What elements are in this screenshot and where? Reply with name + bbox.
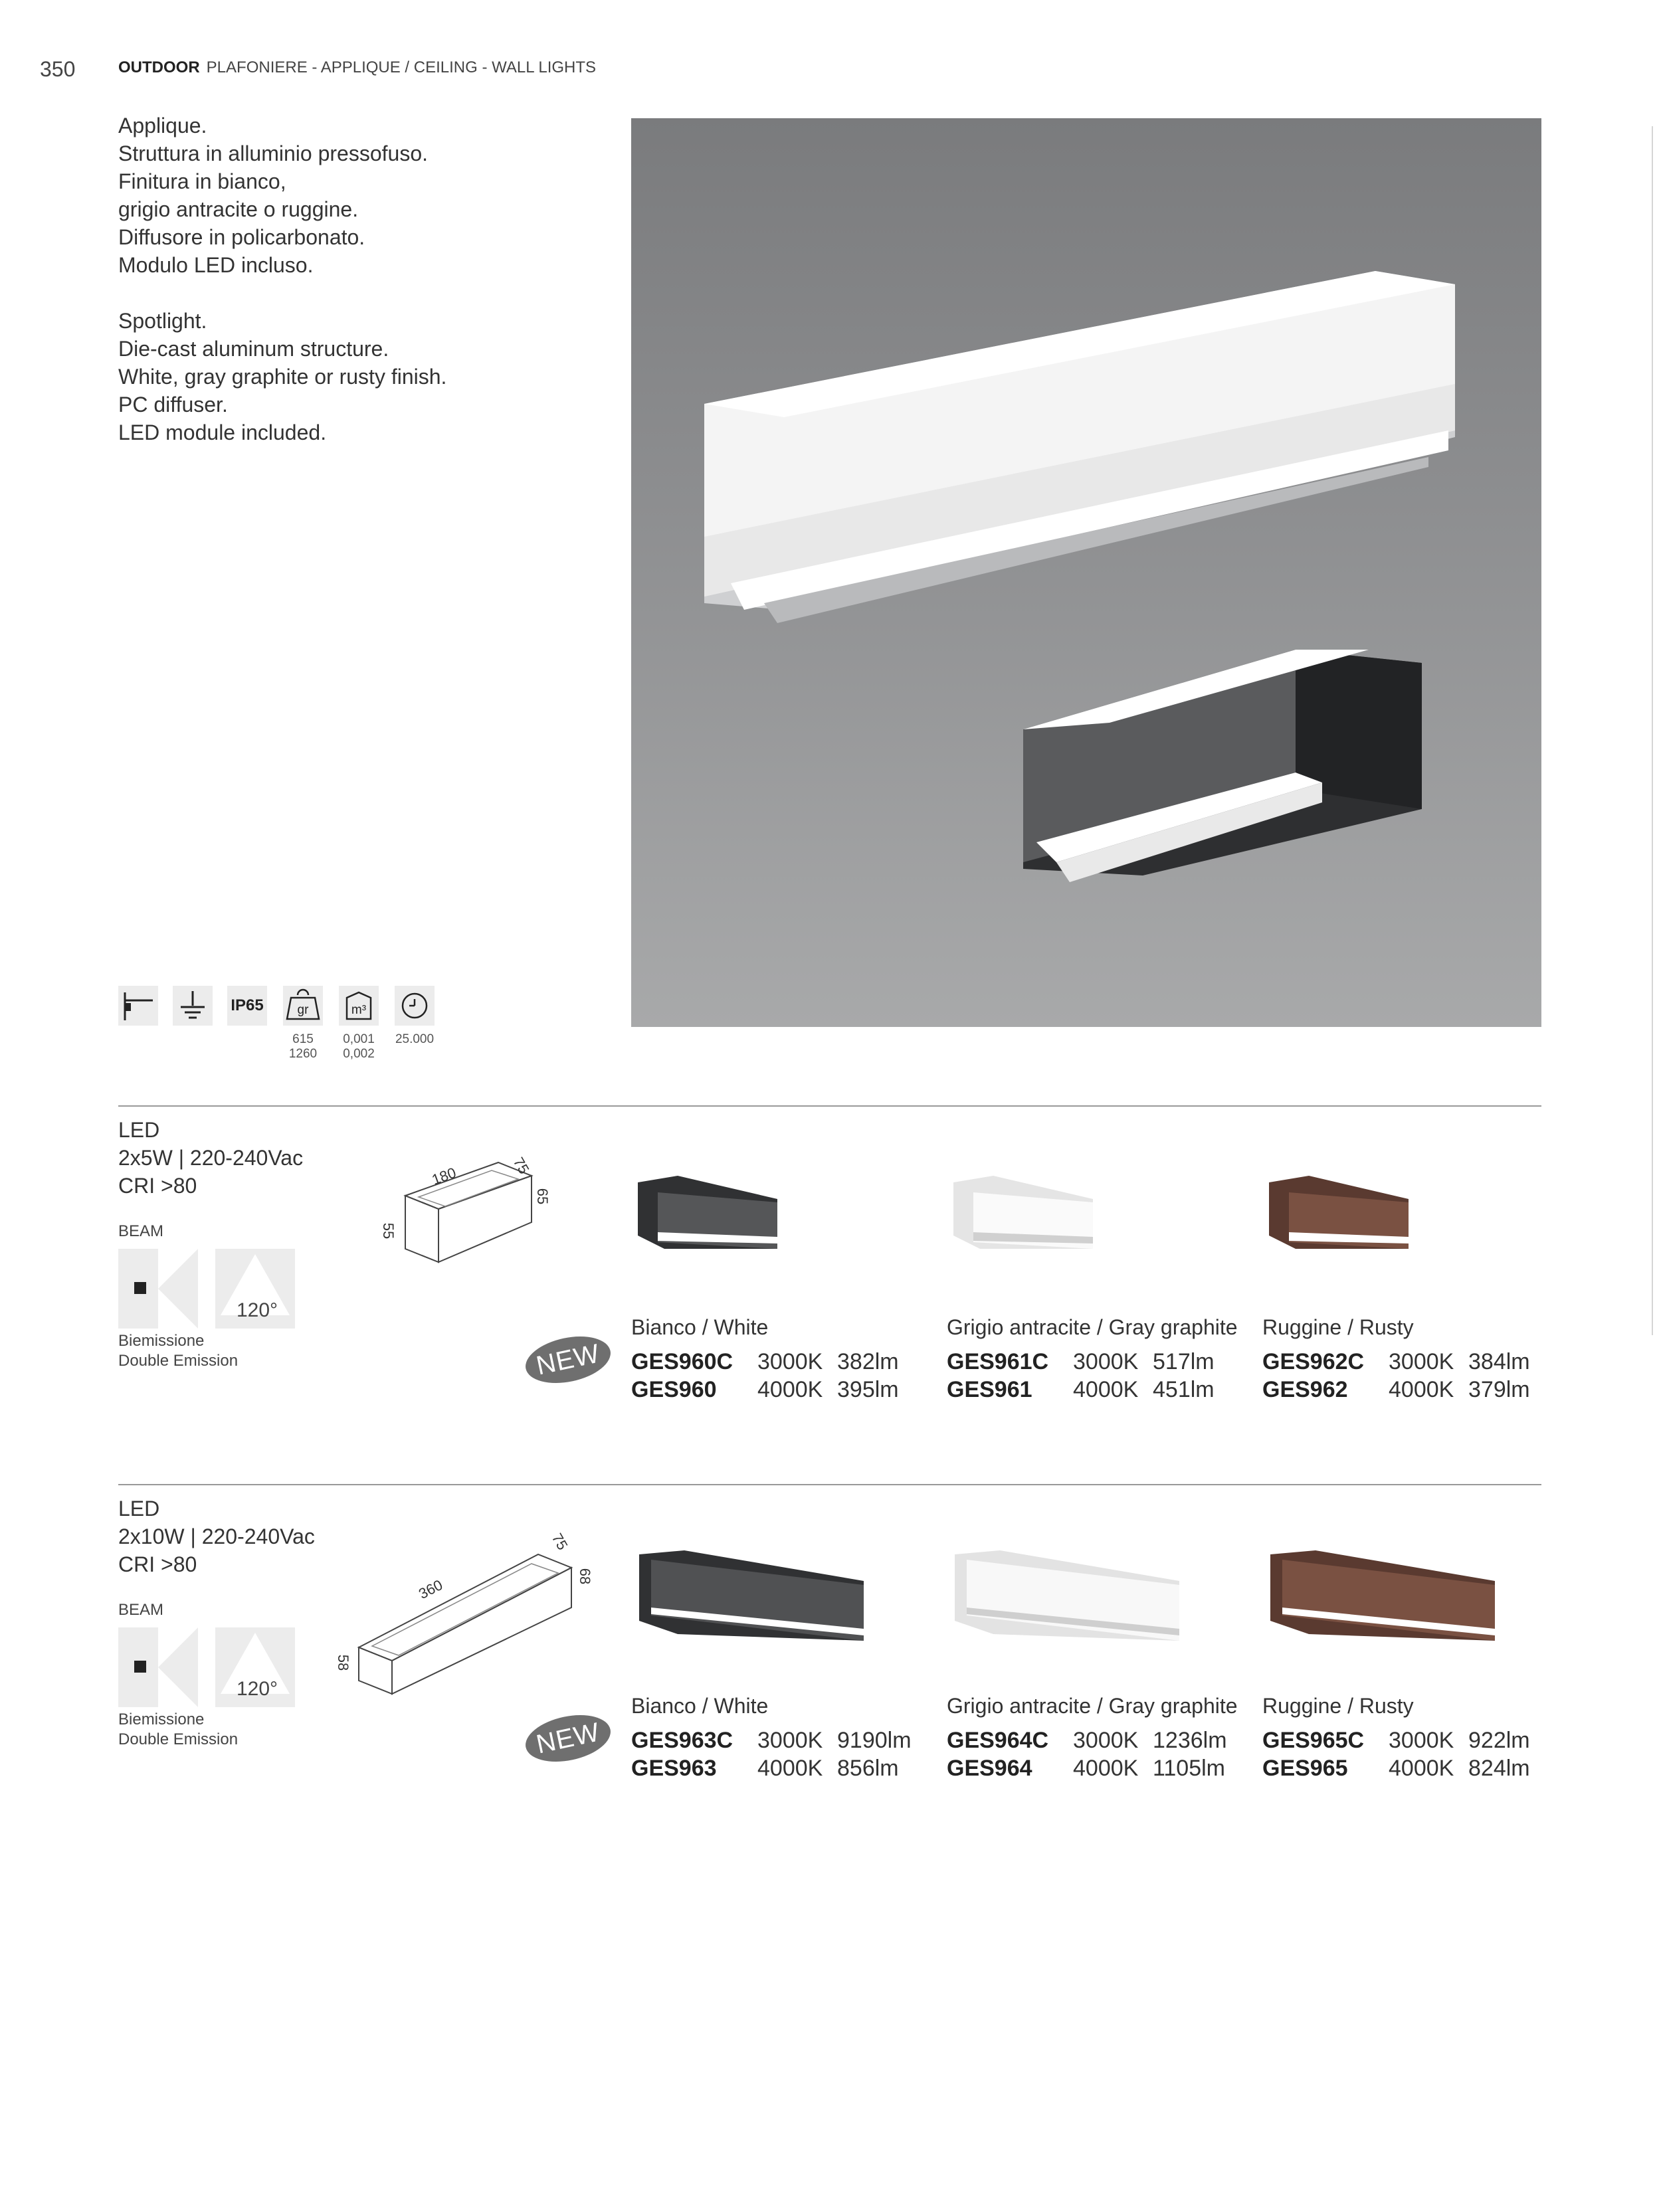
category-label: PLAFONIERE - APPLIQUE / CEILING - WALL LIGHTS bbox=[206, 58, 597, 76]
lumen: 384lm bbox=[1468, 1349, 1530, 1374]
weight-value: 1260 bbox=[288, 1047, 318, 1061]
lumen: 395lm bbox=[837, 1377, 899, 1402]
earth-glyph bbox=[173, 986, 213, 1026]
fixture-rusty-glyph bbox=[1262, 1541, 1502, 1654]
spec-line: 2x5W | 220-240Vac bbox=[118, 1146, 304, 1170]
beam-label: BEAM bbox=[118, 1222, 164, 1240]
fixture-white-glyph bbox=[947, 1169, 1106, 1262]
emission-it: Biemissione bbox=[118, 1332, 205, 1350]
variant-name: Bianco / White bbox=[631, 1315, 769, 1339]
volume-unit: m³ bbox=[351, 1003, 367, 1017]
table-row bbox=[631, 1377, 899, 1405]
product-code: GES964C bbox=[947, 1728, 1049, 1753]
product-code: GES964 bbox=[947, 1756, 1032, 1781]
fixture-rusty-glyph bbox=[1262, 1169, 1422, 1262]
beam-angle-value: 120° bbox=[237, 1299, 278, 1321]
product-thumb-graphite bbox=[631, 1169, 791, 1265]
product-code: GES960C bbox=[631, 1349, 733, 1374]
section-label: OUTDOOR bbox=[118, 58, 200, 76]
emission-glyph bbox=[118, 1249, 198, 1329]
variant-graphite bbox=[947, 1694, 1238, 1784]
table-row bbox=[947, 1756, 1238, 1784]
beam-angle-icon bbox=[215, 1627, 295, 1707]
variant-name: Ruggine / Rusty bbox=[1262, 1315, 1414, 1339]
dim-front: 55 bbox=[380, 1222, 397, 1240]
wall-mount-glyph bbox=[118, 986, 158, 1026]
description-line: Finitura in bianco, bbox=[118, 169, 286, 193]
emission-label bbox=[118, 1331, 238, 1371]
clock-glyph bbox=[395, 986, 435, 1026]
product-code: GES961 bbox=[947, 1377, 1032, 1402]
earth-class-icon bbox=[173, 986, 213, 1026]
beam-angle-value: 120° bbox=[237, 1678, 278, 1700]
dimension-drawing bbox=[332, 1521, 598, 1707]
lumen: 451lm bbox=[1153, 1377, 1215, 1402]
emission-en: Double Emission bbox=[118, 1730, 239, 1748]
table-row bbox=[631, 1728, 912, 1756]
beam-angle-icon bbox=[215, 1249, 295, 1329]
product-thumb-rusty bbox=[1262, 1541, 1502, 1657]
lumen: 379lm bbox=[1468, 1377, 1530, 1402]
description-english bbox=[118, 307, 446, 446]
weight-icon bbox=[283, 986, 323, 1026]
description-line: Spotlight. bbox=[118, 309, 207, 333]
fixture-graphite-glyph bbox=[631, 1169, 791, 1262]
dim-front: 58 bbox=[335, 1654, 352, 1671]
section-divider bbox=[118, 1484, 1541, 1485]
volume-value: 0,001 bbox=[343, 1032, 375, 1046]
variant-name: Grigio antracite / Gray graphite bbox=[947, 1694, 1238, 1718]
table-row bbox=[631, 1756, 899, 1784]
product-code: GES963 bbox=[631, 1756, 717, 1781]
ip-rating-icon: IP65 bbox=[227, 986, 267, 1026]
lumen: 9190lm bbox=[837, 1728, 912, 1753]
description-line: grigio antracite o ruggine. bbox=[118, 197, 359, 221]
variant-name: Bianco / White bbox=[631, 1694, 769, 1718]
description-line: Modulo LED incluso. bbox=[118, 253, 314, 277]
table-row bbox=[947, 1728, 1238, 1756]
lumen: 517lm bbox=[1153, 1349, 1215, 1374]
variant-rusty bbox=[1262, 1694, 1530, 1784]
variant-graphite bbox=[947, 1315, 1238, 1405]
emission-label bbox=[118, 1710, 238, 1750]
color-temperature: 3000K bbox=[1389, 1728, 1454, 1753]
table-row bbox=[1262, 1728, 1530, 1756]
lumen: 922lm bbox=[1468, 1728, 1530, 1753]
weight-value: 615 bbox=[292, 1032, 314, 1046]
emission-en: Double Emission bbox=[118, 1352, 239, 1370]
product-code: GES962 bbox=[1262, 1377, 1348, 1402]
table-row bbox=[1262, 1756, 1530, 1784]
description-line: Struttura in alluminio pressofuso. bbox=[118, 141, 428, 165]
color-temperature: 4000K bbox=[757, 1377, 823, 1402]
product-thumb-white bbox=[947, 1541, 1186, 1657]
dim-length: 180 bbox=[429, 1164, 458, 1188]
product-code: GES961C bbox=[947, 1349, 1049, 1374]
color-temperature: 4000K bbox=[1389, 1377, 1454, 1402]
color-temperature: 3000K bbox=[757, 1349, 823, 1374]
dimension-drawing bbox=[372, 1143, 558, 1275]
weight-values bbox=[278, 1032, 328, 1061]
color-temperature: 4000K bbox=[757, 1756, 823, 1781]
new-badge: NEW bbox=[522, 1708, 615, 1769]
description-line: Diffusore in policarbonato. bbox=[118, 225, 365, 249]
spec-block bbox=[118, 1495, 315, 1578]
description-line: PC diffuser. bbox=[118, 393, 228, 416]
description-line: Applique. bbox=[118, 114, 207, 138]
dim-length: 360 bbox=[416, 1576, 446, 1603]
new-badge: NEW bbox=[522, 1329, 615, 1390]
lumen: 1236lm bbox=[1153, 1728, 1227, 1753]
spec-block bbox=[118, 1116, 303, 1200]
color-temperature: 3000K bbox=[1073, 1728, 1139, 1753]
lumen: 1105lm bbox=[1153, 1756, 1225, 1781]
color-temperature: 3000K bbox=[1073, 1349, 1139, 1374]
product-code: GES965C bbox=[1262, 1728, 1365, 1753]
spec-line: 2x10W | 220-240Vac bbox=[118, 1524, 315, 1548]
spec-line: LED bbox=[118, 1497, 160, 1521]
lifetime-icon bbox=[395, 986, 435, 1026]
product-code: GES965 bbox=[1262, 1756, 1348, 1781]
wall-mount-icon bbox=[118, 986, 158, 1026]
volume-value: 0,002 bbox=[343, 1047, 375, 1061]
spec-line: CRI >80 bbox=[118, 1552, 197, 1576]
fixture-white-glyph bbox=[947, 1541, 1186, 1654]
variant-name: Ruggine / Rusty bbox=[1262, 1694, 1414, 1718]
variant-rusty bbox=[1262, 1315, 1530, 1405]
product-description bbox=[118, 112, 446, 474]
color-temperature: 3000K bbox=[757, 1728, 823, 1753]
dim-height: 65 bbox=[534, 1188, 551, 1205]
description-line: White, gray graphite or rusty finish. bbox=[118, 365, 447, 389]
lumen: 824lm bbox=[1468, 1756, 1530, 1781]
product-thumb-rusty bbox=[1262, 1169, 1422, 1265]
color-temperature: 3000K bbox=[1389, 1349, 1454, 1374]
page-edge-bar bbox=[1652, 126, 1653, 1335]
spec-line: CRI >80 bbox=[118, 1174, 197, 1198]
weight-unit: gr bbox=[297, 1003, 309, 1017]
breadcrumb bbox=[118, 58, 596, 77]
section-divider bbox=[118, 1105, 1541, 1107]
variant-white bbox=[631, 1315, 899, 1405]
spec-line: LED bbox=[118, 1118, 160, 1142]
double-emission-icon bbox=[118, 1249, 198, 1329]
emission-it: Biemissione bbox=[118, 1710, 205, 1728]
beam-label: BEAM bbox=[118, 1601, 164, 1619]
volume-values bbox=[332, 1032, 385, 1061]
product-code: GES960 bbox=[631, 1377, 717, 1402]
emission-glyph bbox=[118, 1627, 198, 1707]
fixture-graphite-glyph bbox=[631, 1541, 870, 1654]
lumen: 856lm bbox=[837, 1756, 899, 1781]
table-row bbox=[947, 1377, 1238, 1405]
wall-lights-illustration bbox=[631, 118, 1541, 1027]
lumen: 382lm bbox=[837, 1349, 899, 1374]
description-italian bbox=[118, 112, 446, 279]
table-row bbox=[947, 1349, 1238, 1377]
variant-white bbox=[631, 1694, 912, 1784]
volume-icon bbox=[339, 986, 379, 1026]
hero-product-photo bbox=[631, 118, 1541, 1027]
color-temperature: 4000K bbox=[1073, 1756, 1139, 1781]
product-thumb-white bbox=[947, 1169, 1106, 1265]
description-line: Die-cast aluminum structure. bbox=[118, 337, 389, 361]
product-code: GES963C bbox=[631, 1728, 733, 1753]
lifetime-value: 25.000 bbox=[395, 1032, 435, 1046]
table-row bbox=[1262, 1377, 1530, 1405]
product-code: GES962C bbox=[1262, 1349, 1365, 1374]
box-drawing bbox=[372, 1143, 558, 1275]
color-temperature: 4000K bbox=[1073, 1377, 1139, 1402]
dim-height: 68 bbox=[577, 1568, 594, 1585]
color-temperature: 4000K bbox=[1389, 1756, 1454, 1781]
double-emission-icon bbox=[118, 1627, 198, 1707]
product-thumb-graphite bbox=[631, 1541, 870, 1657]
description-line: LED module included. bbox=[118, 420, 327, 444]
dim-depth: 75 bbox=[510, 1154, 533, 1177]
page-number: 350 bbox=[40, 57, 76, 81]
variant-name: Grigio antracite / Gray graphite bbox=[947, 1315, 1238, 1339]
table-row bbox=[631, 1349, 899, 1377]
table-row bbox=[1262, 1349, 1530, 1377]
dim-depth: 75 bbox=[548, 1530, 571, 1553]
